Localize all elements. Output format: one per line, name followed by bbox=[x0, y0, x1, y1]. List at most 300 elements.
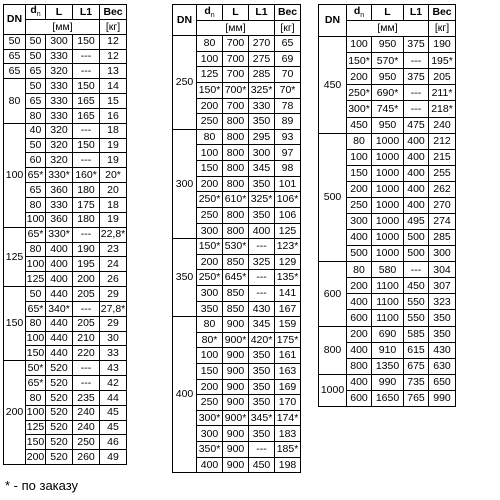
l1-cell: 350 bbox=[249, 379, 275, 395]
weight-cell: 16 bbox=[100, 108, 127, 123]
length-cell: 850 bbox=[223, 285, 249, 301]
dn-nominal-cell: 250 bbox=[197, 114, 223, 130]
weight-cell: 33 bbox=[100, 346, 127, 361]
length-cell: 1000 bbox=[372, 197, 404, 213]
l1-cell: 235 bbox=[73, 390, 100, 405]
dn-cell: 350 bbox=[173, 239, 197, 317]
weight-cell: 22,8* bbox=[100, 228, 126, 241]
l1-cell: 350 bbox=[249, 348, 275, 364]
weight-cell: 167 bbox=[275, 301, 301, 317]
length-header: L bbox=[46, 5, 73, 20]
l1-cell: 350 bbox=[249, 176, 275, 192]
l1-cell: 550 bbox=[404, 294, 429, 310]
length-cell: 400 bbox=[46, 242, 73, 257]
l1-cell: 205 bbox=[73, 316, 100, 331]
dn-cell: 800 bbox=[319, 326, 347, 374]
spec-table-2 bbox=[172, 4, 301, 473]
length-cell: 400 bbox=[46, 257, 73, 272]
l1-cell: 325* bbox=[249, 192, 275, 208]
weight-cell: 70* bbox=[275, 83, 301, 99]
weight-cell: 350 bbox=[429, 310, 456, 326]
length-cell: 990 bbox=[372, 374, 404, 390]
weight-cell: 43 bbox=[100, 361, 127, 376]
dn-cell: 80 bbox=[4, 79, 26, 124]
l1-cell: 150 bbox=[73, 34, 100, 49]
l1-cell: 345 bbox=[249, 161, 275, 177]
length-cell: 700 bbox=[223, 67, 249, 83]
weight-cell: 24 bbox=[100, 257, 127, 272]
weight-cell: 270 bbox=[429, 197, 456, 213]
length-cell: 1100 bbox=[372, 294, 404, 310]
dn-nominal-cell: 450 bbox=[347, 117, 372, 133]
dn-nominal-cell: 500 bbox=[347, 246, 372, 262]
l1-cell: --- bbox=[73, 123, 100, 138]
length-cell: 520 bbox=[46, 435, 73, 450]
weight-header: Вес bbox=[429, 5, 456, 21]
length-cell: 645* bbox=[223, 270, 249, 286]
length-cell: 800 bbox=[223, 114, 249, 130]
l1-cell: 500 bbox=[404, 246, 429, 262]
weight-cell: 20* bbox=[100, 168, 127, 183]
weight-cell: 12 bbox=[100, 34, 127, 49]
dn-nominal-cell: 65 bbox=[26, 64, 46, 79]
length-cell: 800 bbox=[223, 161, 249, 177]
length-cell: 800 bbox=[223, 145, 249, 161]
table-row bbox=[319, 326, 456, 342]
length-cell: 520 bbox=[46, 390, 73, 405]
weight-cell: 185* bbox=[275, 442, 301, 458]
weight-cell: 49 bbox=[100, 450, 127, 465]
dn-nominal-cell: 100 bbox=[26, 213, 45, 226]
dn-nominal-cell: 250* bbox=[347, 85, 372, 101]
dn-nominal-cell: 80 bbox=[197, 317, 223, 333]
length-cell: 440 bbox=[46, 331, 73, 346]
length-cell: 330 bbox=[46, 94, 73, 109]
weight-cell: 255 bbox=[429, 165, 456, 181]
dn-nominal-cell: 200 bbox=[347, 69, 372, 85]
dn-nominal-cell: 125 bbox=[26, 272, 45, 285]
dn-nominal-cell: 100 bbox=[197, 348, 223, 364]
dn-nominal-cell: 150* bbox=[347, 53, 372, 69]
weight-cell: 135* bbox=[275, 270, 301, 286]
weight-cell: 285 bbox=[429, 230, 456, 246]
length-cell: 330 bbox=[46, 49, 73, 64]
l1-cell: 450 bbox=[249, 457, 275, 473]
l1-cell: 205 bbox=[73, 287, 100, 302]
weight-cell: 129 bbox=[275, 254, 301, 270]
dn-nominal-cell: 80 bbox=[26, 242, 46, 257]
dn-nominal-header: $d_n$ bbox=[26, 5, 46, 20]
length-cell: 1350 bbox=[372, 358, 404, 374]
weight-cell: 29 bbox=[100, 316, 127, 331]
dn-nominal-cell: 300 bbox=[197, 426, 223, 442]
weight-cell: 106 bbox=[275, 207, 301, 223]
weight-cell: 141 bbox=[275, 285, 301, 301]
length-cell: 900* bbox=[223, 410, 249, 426]
length-cell: 900 bbox=[223, 364, 249, 380]
table-row bbox=[4, 361, 127, 376]
length-cell: 1000 bbox=[372, 149, 404, 165]
weight-cell: 212 bbox=[429, 133, 456, 149]
units-mm: [мм] bbox=[26, 19, 100, 34]
l1-cell: --- bbox=[404, 101, 429, 117]
l1-cell: 150 bbox=[73, 79, 100, 94]
dn-nominal-cell: 300* bbox=[197, 410, 223, 426]
weight-cell: 14 bbox=[100, 79, 127, 94]
length-cell: 1000 bbox=[372, 214, 404, 230]
weight-cell: 18 bbox=[100, 123, 127, 138]
weight-cell: 18 bbox=[100, 197, 127, 212]
weight-cell: 175* bbox=[275, 332, 301, 348]
units-kg: [кг] bbox=[275, 20, 301, 36]
length-cell: 520 bbox=[46, 420, 73, 435]
length-cell: 850 bbox=[223, 254, 249, 270]
l1-cell: --- bbox=[249, 442, 275, 458]
length-cell: 900 bbox=[223, 395, 249, 411]
dn-nominal-cell: 200 bbox=[197, 254, 223, 270]
table-row bbox=[319, 374, 456, 390]
l1-cell: 675 bbox=[404, 358, 429, 374]
dn-cell: 500 bbox=[319, 133, 347, 262]
l1-cell: 765 bbox=[404, 390, 429, 406]
l1-header: L1 bbox=[249, 5, 275, 21]
dn-nominal-cell: 50 bbox=[26, 79, 46, 94]
length-cell: 330* bbox=[46, 227, 73, 242]
length-cell: 330* bbox=[46, 168, 73, 183]
dn-cell: 125 bbox=[4, 227, 26, 286]
weight-cell: 23 bbox=[100, 242, 127, 257]
weight-cell: 26 bbox=[100, 272, 127, 287]
length-cell: 850 bbox=[223, 301, 249, 317]
dn-nominal-cell: 80 bbox=[197, 129, 223, 145]
dn-nominal-cell: 250 bbox=[197, 207, 223, 223]
table-row bbox=[4, 79, 127, 94]
weight-cell: 46 bbox=[100, 435, 127, 450]
l1-cell: 300 bbox=[249, 145, 275, 161]
table-row bbox=[319, 133, 456, 149]
length-cell: 340* bbox=[46, 301, 73, 316]
weight-cell: 19 bbox=[100, 212, 127, 227]
l1-cell: 400 bbox=[404, 181, 429, 197]
length-cell: 520 bbox=[46, 361, 73, 376]
table-row bbox=[4, 227, 127, 242]
l1-cell: --- bbox=[404, 262, 429, 278]
weight-cell: 195* bbox=[429, 53, 456, 69]
dn-nominal-cell: 400 bbox=[347, 230, 372, 246]
dn-header: DN bbox=[319, 5, 347, 37]
dn-nominal-cell: 800 bbox=[347, 358, 372, 374]
l1-cell: 350 bbox=[249, 426, 275, 442]
weight-cell: 125 bbox=[275, 223, 301, 239]
dn-nominal-cell: 250* bbox=[197, 270, 223, 286]
l1-cell: --- bbox=[404, 53, 429, 69]
l1-cell: --- bbox=[249, 239, 275, 255]
header-row bbox=[319, 5, 456, 21]
dn-nominal-cell: 350 bbox=[197, 301, 223, 317]
dn-nominal-cell: 300 bbox=[197, 285, 223, 301]
units-mm: [мм] bbox=[347, 21, 429, 37]
dn-nominal-cell: 125 bbox=[197, 67, 223, 83]
weight-cell: 27,8* bbox=[100, 302, 126, 315]
weight-cell: 211* bbox=[429, 85, 456, 101]
dn-nominal-cell: 50* bbox=[26, 361, 46, 376]
units-mm: [мм] bbox=[197, 20, 275, 36]
length-cell: 1000 bbox=[372, 230, 404, 246]
length-cell: 440 bbox=[46, 287, 73, 302]
weight-cell: 13 bbox=[100, 64, 127, 79]
length-cell: 520 bbox=[46, 376, 73, 391]
l1-cell: 615 bbox=[404, 342, 429, 358]
l1-cell: 165 bbox=[73, 108, 100, 123]
footnote: * - по заказу bbox=[5, 478, 79, 493]
l1-cell: 325 bbox=[249, 254, 275, 270]
header-row bbox=[173, 5, 301, 21]
l1-cell: --- bbox=[249, 285, 275, 301]
dn-nominal-cell: 300* bbox=[347, 101, 372, 117]
length-cell: 570* bbox=[372, 53, 404, 69]
weight-cell: 262 bbox=[429, 181, 456, 197]
dn-nominal-cell: 60 bbox=[26, 153, 46, 168]
dn-nominal-cell: 100 bbox=[197, 51, 223, 67]
l1-cell: 250 bbox=[73, 435, 100, 450]
length-header: L bbox=[223, 5, 249, 21]
l1-cell: --- bbox=[73, 301, 100, 316]
l1-cell: 345* bbox=[249, 410, 275, 426]
length-cell: 900 bbox=[223, 457, 249, 473]
l1-cell: 735 bbox=[404, 374, 429, 390]
l1-cell: --- bbox=[73, 376, 100, 391]
weight-cell: 990 bbox=[429, 390, 456, 406]
dn-nominal-cell: 150 bbox=[197, 161, 223, 177]
weight-cell: 174* bbox=[275, 410, 301, 426]
length-cell: 440 bbox=[46, 316, 73, 331]
l1-cell: 550 bbox=[404, 310, 429, 326]
l1-cell: 475 bbox=[404, 117, 429, 133]
dn-nominal-cell: 125 bbox=[26, 421, 45, 434]
length-cell: 320 bbox=[46, 138, 73, 153]
length-cell: 530* bbox=[223, 239, 249, 255]
l1-cell: 430 bbox=[249, 301, 275, 317]
length-cell: 360 bbox=[46, 183, 73, 198]
dn-nominal-cell: 250* bbox=[197, 192, 223, 208]
weight-cell: 69 bbox=[275, 51, 301, 67]
length-cell: 610* bbox=[223, 192, 249, 208]
l1-cell: 150 bbox=[73, 138, 100, 153]
l1-cell: 175 bbox=[73, 197, 100, 212]
l1-cell: 210 bbox=[73, 331, 100, 346]
weight-cell: 163 bbox=[275, 364, 301, 380]
weight-cell: 98 bbox=[275, 161, 301, 177]
dn-nominal-cell: 100 bbox=[347, 37, 372, 53]
l1-cell: 200 bbox=[73, 272, 100, 287]
dn-cell: 65 bbox=[4, 64, 26, 79]
l1-cell: 295 bbox=[249, 129, 275, 145]
dn-nominal-cell: 250 bbox=[197, 395, 223, 411]
weight-cell: 183 bbox=[275, 426, 301, 442]
l1-cell: 400 bbox=[249, 223, 275, 239]
weight-cell: 123* bbox=[275, 239, 301, 255]
dn-nominal-cell: 150 bbox=[197, 364, 223, 380]
l1-cell: 350 bbox=[249, 395, 275, 411]
l1-cell: 350 bbox=[249, 207, 275, 223]
dn-nominal-cell: 200 bbox=[347, 181, 372, 197]
weight-cell: 65 bbox=[275, 36, 301, 52]
length-cell: 1100 bbox=[372, 278, 404, 294]
dn-cell: 450 bbox=[319, 37, 347, 133]
length-cell: 800 bbox=[223, 207, 249, 223]
dn-nominal-cell: 150* bbox=[197, 83, 223, 99]
dn-nominal-cell: 50 bbox=[26, 49, 46, 64]
weight-cell: 190 bbox=[429, 37, 456, 53]
length-cell: 700 bbox=[223, 51, 249, 67]
dn-nominal-cell: 80* bbox=[197, 332, 223, 348]
dn-nominal-cell: 40 bbox=[26, 123, 46, 138]
dn-nominal-cell: 80 bbox=[197, 36, 223, 52]
table-row bbox=[319, 37, 456, 53]
weight-cell: 205 bbox=[429, 69, 456, 85]
l1-cell: --- bbox=[249, 270, 275, 286]
length-cell: 330 bbox=[46, 197, 73, 212]
dn-nominal-cell: 400 bbox=[347, 374, 372, 390]
header-row bbox=[4, 5, 127, 20]
l1-cell: 190 bbox=[73, 242, 100, 257]
table-row bbox=[173, 36, 301, 52]
weight-header: Вес bbox=[275, 5, 301, 21]
weight-cell: 169 bbox=[275, 379, 301, 395]
dn-nominal-cell: 80 bbox=[26, 108, 46, 123]
weight-cell: 70 bbox=[275, 67, 301, 83]
l1-cell: 495 bbox=[404, 214, 429, 230]
l1-cell: --- bbox=[73, 153, 100, 168]
length-cell: 950 bbox=[372, 117, 404, 133]
dn-nominal-cell: 100 bbox=[347, 149, 372, 165]
dn-nominal-cell: 65* bbox=[26, 376, 46, 391]
length-cell: 800 bbox=[223, 223, 249, 239]
weight-cell: 42 bbox=[100, 376, 127, 391]
table-row bbox=[173, 317, 301, 333]
length-cell: 900 bbox=[223, 348, 249, 364]
weight-cell: 323 bbox=[429, 294, 456, 310]
length-cell: 900 bbox=[223, 317, 249, 333]
weight-cell: 198 bbox=[275, 457, 301, 473]
spec-table-1 bbox=[3, 4, 127, 465]
l1-cell: --- bbox=[73, 227, 100, 242]
length-cell: 320 bbox=[46, 123, 73, 138]
dn-cell: 1000 bbox=[319, 374, 347, 406]
length-cell: 330 bbox=[46, 79, 73, 94]
l1-cell: 285 bbox=[249, 67, 275, 83]
l1-cell: 450 bbox=[404, 278, 429, 294]
weight-cell: 307 bbox=[429, 278, 456, 294]
length-cell: 1000 bbox=[372, 133, 404, 149]
dn-nominal-cell: 400 bbox=[347, 294, 372, 310]
l1-cell: 350 bbox=[249, 114, 275, 130]
length-cell: 1000 bbox=[372, 181, 404, 197]
dn-nominal-cell: 200 bbox=[347, 278, 372, 294]
l1-cell: 420* bbox=[249, 332, 275, 348]
l1-cell: 165 bbox=[73, 94, 100, 109]
length-cell: 1650 bbox=[372, 390, 404, 406]
weight-cell: 30 bbox=[100, 331, 127, 346]
dn-nominal-cell: 100 bbox=[26, 258, 45, 271]
l1-cell: 160* bbox=[73, 168, 100, 183]
l1-cell: 325* bbox=[249, 83, 275, 99]
weight-cell: 45 bbox=[100, 405, 127, 420]
l1-cell: 345 bbox=[249, 317, 275, 333]
dn-header: DN bbox=[4, 5, 26, 35]
weight-cell: 430 bbox=[429, 342, 456, 358]
length-cell: 800 bbox=[223, 129, 249, 145]
dn-header: DN bbox=[173, 5, 197, 36]
weight-cell: 29 bbox=[100, 287, 127, 302]
table-row bbox=[173, 129, 301, 145]
dn-nominal-cell: 80 bbox=[347, 133, 372, 149]
dn-nominal-cell: 350* bbox=[197, 442, 223, 458]
l1-cell: 275 bbox=[249, 51, 275, 67]
dn-nominal-cell: 200 bbox=[26, 450, 45, 463]
dn-cell: 400 bbox=[173, 317, 197, 473]
weight-cell: 19 bbox=[100, 153, 127, 168]
l1-cell: 270 bbox=[249, 36, 275, 52]
length-cell: 745* bbox=[372, 101, 404, 117]
l1-cell: 240 bbox=[73, 405, 100, 420]
units-kg: [кг] bbox=[429, 21, 456, 37]
length-cell: 1000 bbox=[372, 165, 404, 181]
l1-cell: 180 bbox=[73, 183, 100, 198]
weight-cell: 170 bbox=[275, 395, 301, 411]
l1-cell: 180 bbox=[73, 212, 100, 227]
dn-nominal-cell: 50 bbox=[26, 138, 46, 153]
length-cell: 700* bbox=[223, 83, 249, 99]
length-cell: 1100 bbox=[372, 310, 404, 326]
table-row bbox=[4, 64, 127, 79]
weight-cell: 240 bbox=[429, 117, 456, 133]
length-cell: 900* bbox=[223, 332, 249, 348]
dn-nominal-cell: 400 bbox=[347, 342, 372, 358]
l1-cell: 375 bbox=[404, 37, 429, 53]
l1-cell: 500 bbox=[404, 230, 429, 246]
weight-cell: 304 bbox=[429, 262, 456, 278]
l1-cell: --- bbox=[404, 85, 429, 101]
weight-cell: 300 bbox=[429, 246, 456, 262]
length-cell: 690 bbox=[372, 326, 404, 342]
dn-cell: 600 bbox=[319, 262, 347, 326]
dn-nominal-cell: 80 bbox=[347, 262, 372, 278]
l1-cell: --- bbox=[73, 49, 100, 64]
dn-nominal-cell: 150 bbox=[26, 347, 45, 360]
dn-nominal-cell: 150 bbox=[347, 165, 372, 181]
length-cell: 320 bbox=[46, 153, 73, 168]
weight-cell: 101 bbox=[275, 176, 301, 192]
dn-nominal-cell: 65 bbox=[26, 183, 46, 198]
weight-cell: 89 bbox=[275, 114, 301, 130]
l1-cell: 400 bbox=[404, 149, 429, 165]
table-row bbox=[4, 287, 127, 302]
length-cell: 580 bbox=[372, 262, 404, 278]
dn-nominal-cell: 100 bbox=[197, 145, 223, 161]
length-cell: 910 bbox=[372, 342, 404, 358]
dn-nominal-cell: 65* bbox=[26, 227, 46, 242]
weight-cell: 218* bbox=[429, 101, 456, 117]
weight-cell: 12 bbox=[100, 49, 127, 64]
dn-nominal-cell: 400 bbox=[197, 457, 223, 473]
table-row bbox=[319, 262, 456, 278]
dn-nominal-cell: 300 bbox=[347, 214, 372, 230]
l1-cell: --- bbox=[73, 361, 100, 376]
dn-nominal-cell: 80 bbox=[26, 197, 46, 212]
l1-header: L1 bbox=[404, 5, 429, 21]
l1-cell: 260 bbox=[73, 450, 100, 465]
